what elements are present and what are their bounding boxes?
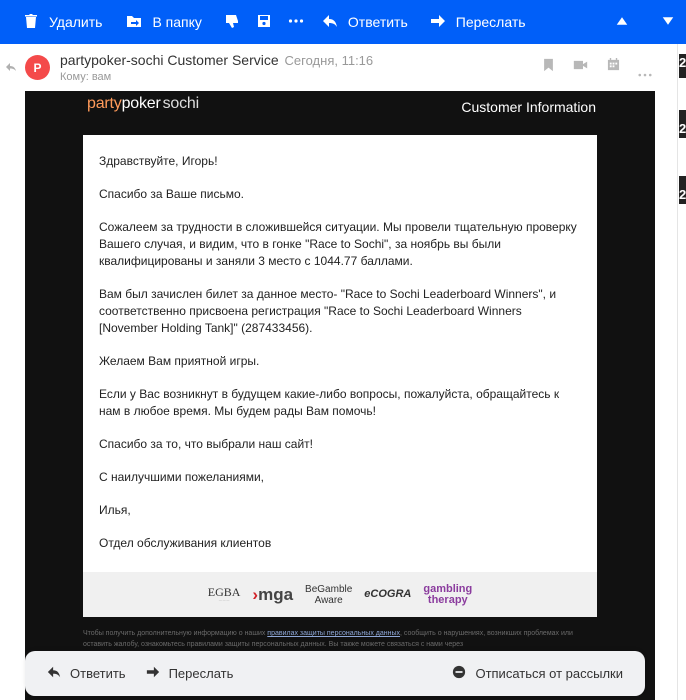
- mga-logo: ›mga: [252, 585, 294, 604]
- privacy-policy-link[interactable]: правилах защиты персональных данных: [267, 630, 400, 637]
- reply-button[interactable]: [314, 0, 418, 44]
- more-dots-icon: [638, 64, 652, 81]
- letter-paragraph: Илья,: [99, 503, 131, 517]
- recipient-line: Кому: вам: [60, 71, 112, 83]
- egba-logo: EGBA — — —: [207, 585, 241, 602]
- more-dots-icon: [288, 13, 304, 32]
- footer-text-pre: Чтобы получить дополнительную информацию о наших: [83, 630, 268, 637]
- bottom-reply-label: Ответить: [70, 666, 126, 681]
- minus-circle-icon: [452, 665, 466, 682]
- delete-button[interactable]: [0, 0, 112, 44]
- bottom-action-bar: [25, 651, 645, 696]
- message-date: Сегодня, 11:16: [284, 53, 374, 68]
- logo-poker-text: poker: [121, 95, 161, 112]
- partypoker-sochi-logo: [87, 95, 199, 113]
- bookmark-button[interactable]: [543, 58, 554, 76]
- list-item-thumb[interactable]: [679, 176, 686, 204]
- email-footer: [83, 628, 597, 650]
- more-button[interactable]: [282, 0, 314, 44]
- message-list-edge: [677, 44, 686, 700]
- navigation-arrows: [616, 0, 686, 44]
- letter-paragraph: Желаем Вам приятной игры.: [99, 354, 260, 368]
- message-more-button[interactable]: [638, 64, 652, 82]
- calendar-icon: [607, 58, 620, 75]
- thumbs-down-icon: [224, 13, 240, 32]
- archive-box-icon: [256, 13, 272, 32]
- letter-paragraph: Спасибо за то, что выбрали наш сайт!: [99, 437, 313, 451]
- unsubscribe-label: Отписаться от рассылки: [475, 666, 623, 681]
- bookmark-icon: [543, 59, 554, 76]
- egba-logo-text: EGBA: [207, 585, 241, 599]
- list-item-thumb[interactable]: [679, 110, 686, 138]
- camera-icon: [573, 58, 588, 75]
- reply-indicator-icon: [6, 62, 16, 72]
- list-item-label: 2: [679, 187, 686, 202]
- logo-party-text: party: [87, 95, 122, 112]
- triangle-down-icon: [662, 14, 674, 30]
- next-message-button[interactable]: [662, 0, 686, 44]
- mga-logo-text: mga: [258, 585, 294, 604]
- forward-label: Переслать: [455, 14, 526, 30]
- previous-message-button[interactable]: [616, 0, 636, 44]
- list-item-thumb[interactable]: [679, 54, 686, 78]
- email-body: [25, 91, 655, 700]
- forward-arrow-icon: [430, 13, 446, 32]
- list-item-label: 2: [679, 55, 686, 70]
- logo-sochi-text: sochi: [162, 95, 199, 112]
- begambleaware-line2: Aware: [314, 594, 343, 606]
- avatar[interactable]: P: [25, 55, 50, 80]
- unsubscribe-button[interactable]: [452, 651, 623, 696]
- forward-arrow-icon: [146, 665, 160, 682]
- delete-label: Удалить: [49, 14, 103, 30]
- gambling-therapy-line1: gambling: [423, 582, 473, 595]
- video-call-button[interactable]: [573, 58, 588, 76]
- ecogra-logo-text: eCOGRA: [364, 588, 412, 600]
- bottom-forward-label: Переслать: [168, 666, 234, 681]
- sender-line: [60, 52, 373, 68]
- ecogra-logo: [364, 589, 411, 600]
- reply-label: Ответить: [347, 14, 408, 30]
- bottom-forward-button[interactable]: [146, 651, 234, 696]
- letter-paragraph: С наилучшими пожеланиями,: [99, 470, 265, 484]
- bottom-reply-button[interactable]: [47, 651, 126, 696]
- list-item-label: 2: [679, 121, 686, 136]
- letter-paragraph: Спасибо за Ваше письмо.: [99, 187, 244, 201]
- folder-move-icon: [126, 13, 142, 32]
- letter-card: [83, 135, 597, 617]
- gambling-therapy-logo: [423, 584, 472, 606]
- spam-button[interactable]: [212, 0, 250, 44]
- letter-paragraph: Сожалеем за трудности в сложившейся ситуации. Мы провели тщательную проверку Вашего случая, и видим, что в гонке "Race to Sochi", за ноябрь вы были квалифицированы и заняли 3 место с 1044.77 баллами.: [99, 220, 577, 268]
- sender-name[interactable]: partypoker-sochi Customer Service: [60, 52, 279, 68]
- forward-button[interactable]: [418, 0, 536, 44]
- trash-icon: [23, 13, 39, 32]
- footer-text-post: , сообщить о нарушениях, возникших проблемах или оставить жалобу, ознакомьтесь правилами защиты персональных данных. Вы также можете связаться с нами через: [83, 630, 573, 648]
- move-to-folder-button[interactable]: [112, 0, 211, 44]
- letter-paragraph: Вам был зачислен билет за данное место- "Race to Sochi Leaderboard Winners", и соответственно присвоена регистрация "Race to Sochi Leaderboard Winners [November Holding Tank]" (287433456).: [99, 287, 557, 335]
- letter-paragraph: Отдел обслуживания клиентов: [99, 536, 272, 550]
- email-header-title: Customer Information: [461, 99, 596, 115]
- gambling-therapy-line2: therapy: [427, 593, 468, 606]
- letter-paragraph: Здравствуйте, Игорь!: [99, 154, 218, 168]
- reply-arrow-icon: [47, 665, 61, 682]
- partner-logos: [83, 572, 597, 617]
- archive-button[interactable]: [250, 0, 282, 44]
- reply-arrow-icon: [322, 13, 338, 32]
- calendar-button[interactable]: [607, 58, 620, 76]
- move-to-folder-label: В папку: [152, 14, 202, 30]
- toolbar: [0, 0, 686, 44]
- triangle-up-icon: [616, 14, 628, 30]
- begambleaware-line1: BeGamble: [305, 583, 353, 595]
- begambleaware-logo: [305, 584, 352, 606]
- letter-paragraph: Если у Вас возникнут в будущем какие-либо вопросы, пожалуйста, обращайтесь к нам в любое время. Мы будем рады Вам помочь!: [99, 387, 560, 418]
